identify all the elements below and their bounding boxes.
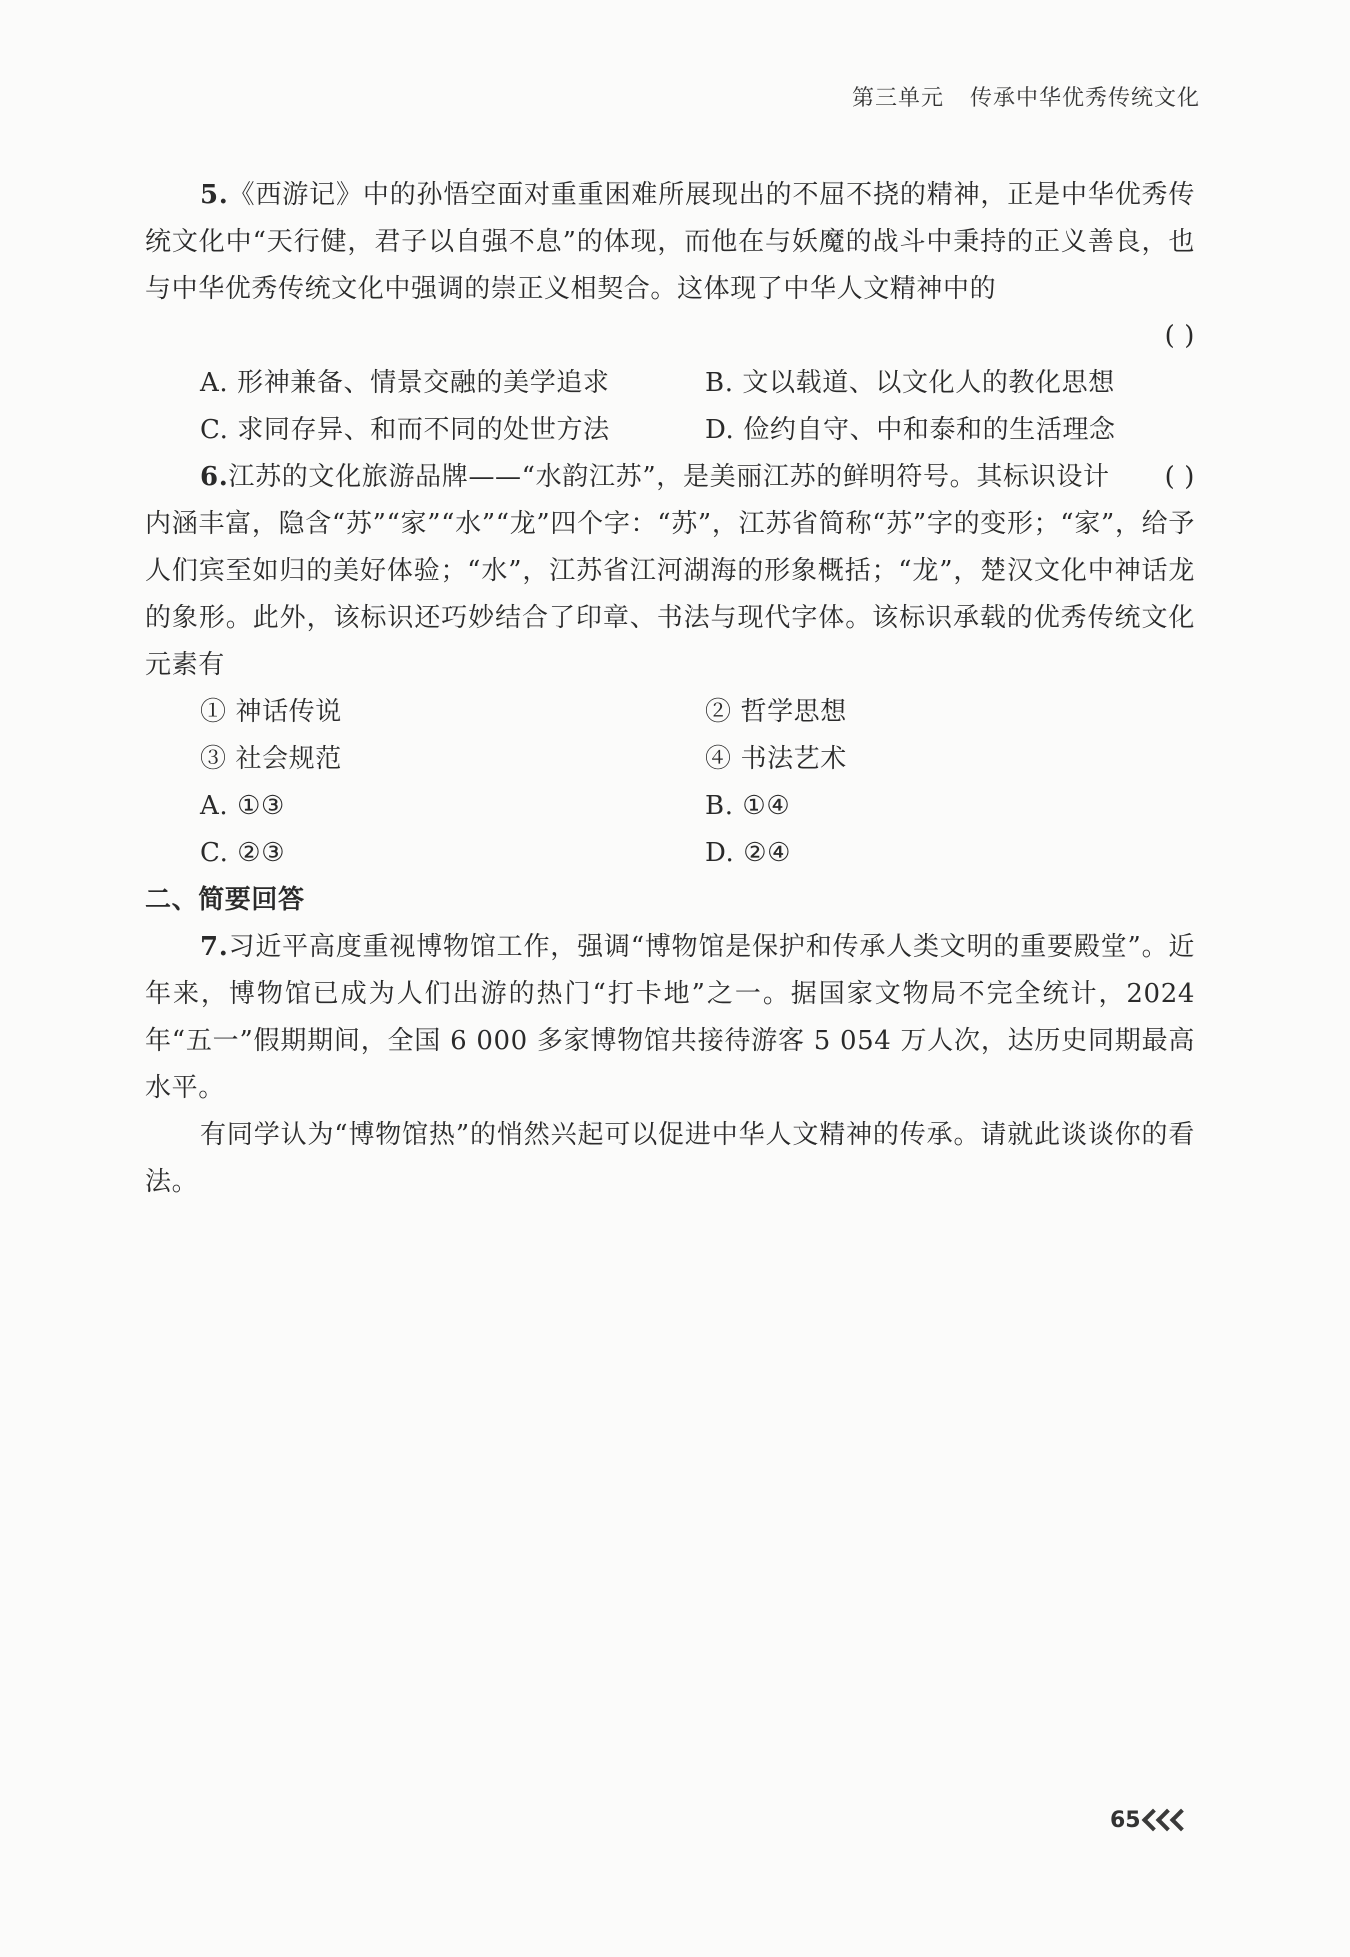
page-footer — [1110, 1800, 1189, 1840]
question-6-number: 6. — [200, 462, 229, 492]
question-6-item-3: ③ 社会规范 — [200, 744, 342, 774]
question-5-number: 5. — [200, 180, 229, 210]
question-5-option-d[interactable]: D. 俭约自守、中和泰和的生活理念 — [705, 415, 1116, 445]
question-6-item-2: ② 哲学思想 — [705, 697, 847, 727]
question-6-option-c[interactable]: C. ②③ — [200, 838, 286, 868]
question-5-answer-bracket[interactable]: ( ) — [1164, 321, 1195, 351]
unit-label: 第三单元 — [851, 85, 944, 111]
question-6-answer-bracket[interactable]: ( ) — [1164, 462, 1195, 492]
question-7-prompt: 有同学认为“博物馆热”的悄然兴起可以促进中华人文精神的传承。请就此谈谈你的看法。 — [145, 1120, 1195, 1197]
question-6-option-b[interactable]: B. ①④ — [705, 791, 791, 821]
question-5-stem — [145, 172, 1195, 313]
running-header — [200, 76, 1200, 116]
question-6-item-1: ① 神话传说 — [200, 697, 342, 727]
page-content — [145, 172, 1195, 1206]
question-6-option-a[interactable]: A. ①③ — [200, 791, 285, 821]
question-6-stem — [145, 454, 1195, 689]
question-6-option-d[interactable]: D. ②④ — [705, 838, 792, 868]
question-6-items — [145, 689, 1195, 783]
question-5-options — [145, 360, 1195, 454]
question-6-item-4: ④ 书法艺术 — [705, 744, 847, 774]
triple-chevron-left-icon — [1147, 1812, 1189, 1828]
question-7-text: 习近平高度重视博物馆工作，强调“博物馆是保护和传承人类文明的重要殿堂”。近年来，博物馆已成为人们出游的热门“打卡地”之一。据国家文物局不完全统计，2024年“五一”假期期间，全国 6 000 多家博物馆共接待游客 5 054 万人次，达历史同期最高水平。 — [145, 932, 1195, 1103]
question-6-options — [145, 783, 1195, 877]
question-5-option-a[interactable]: A. 形神兼备、情景交融的美学追求 — [200, 368, 610, 398]
question-6-text: 江苏的文化旅游品牌——“水韵江苏”，是美丽江苏的鲜明符号。其标识设计内涵丰富，隐含“苏”“家”“水”“龙”四个字：“苏”，江苏省简称“苏”字的变形；“家”，给予人们宾至如归的美好体验；“水”，江苏省江河湖海的形象概括；“龙”，楚汉文化中神话龙的象形。此外，该标识还巧妙结合了印章、书法与现代字体。该标识承载的优秀传统文化元素有 — [145, 462, 1195, 680]
question-5-option-c[interactable]: C. 求同存异、和而不同的处世方法 — [200, 415, 610, 445]
question-7-stem — [145, 924, 1195, 1112]
question-5-option-b[interactable]: B. 文以载道、以文化人的教化思想 — [705, 368, 1115, 398]
question-7-number: 7. — [200, 932, 229, 962]
section-heading: 二、简要回答 — [145, 885, 305, 915]
page-number: 65 — [1110, 1807, 1141, 1833]
question-5-text: 《西游记》中的孙悟空面对重重困难所展现出的不屈不挠的精神，正是中华优秀传统文化中“天行健，君子以自强不息”的体现，而他在与妖魔的战斗中秉持的正义善良，也与中华优秀传统文化中强调的崇正义相契合。这体现了中华人文精神中的 — [145, 180, 1195, 304]
unit-title: 传承中华优秀传统文化 — [969, 85, 1200, 111]
